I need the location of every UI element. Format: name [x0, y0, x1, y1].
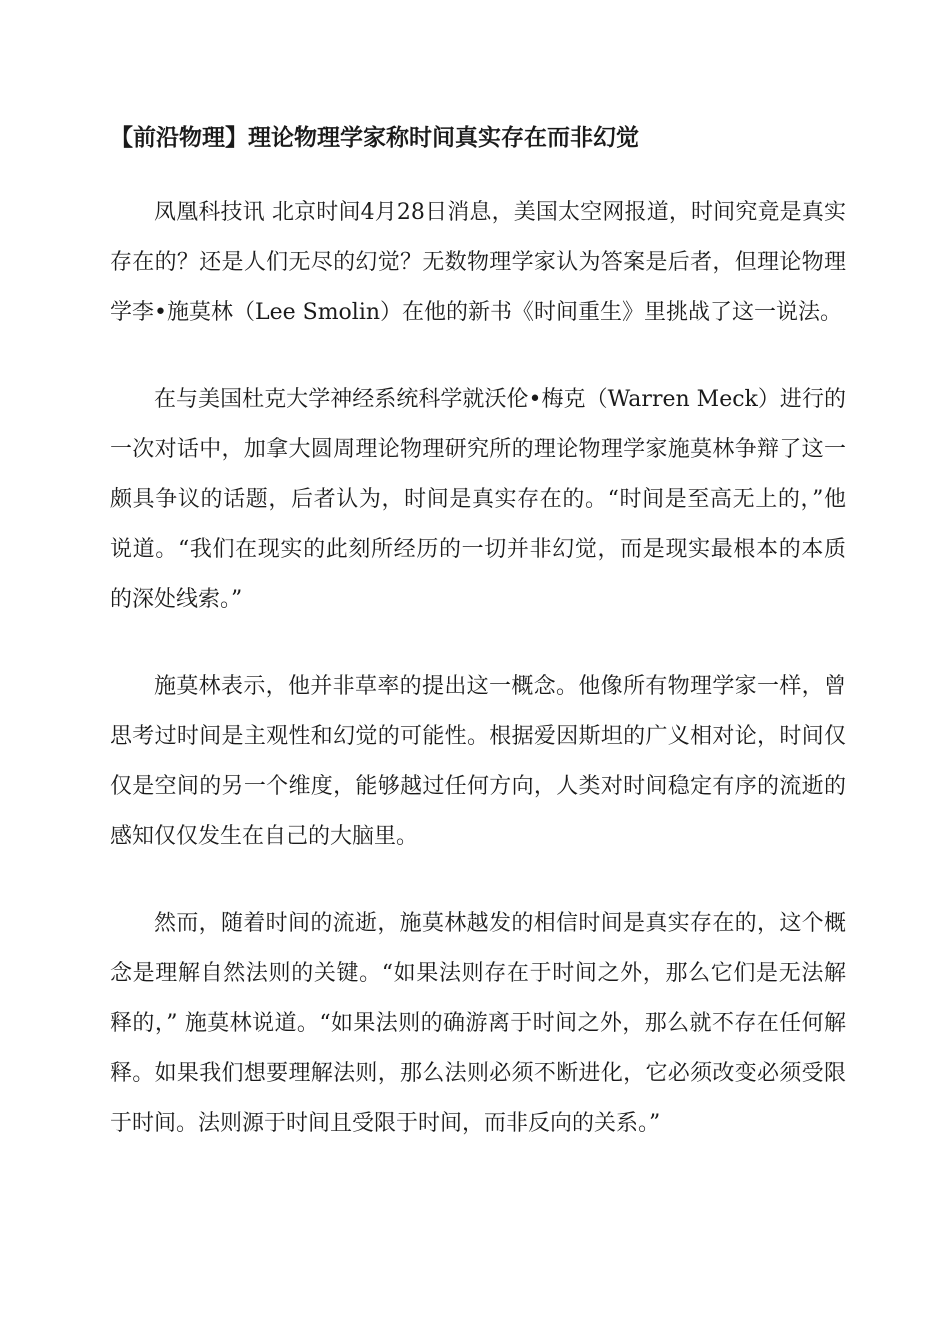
paragraph-1: 凤凰科技讯 北京时间4月28日消息，美国太空网报道，时间究竟是真实存在的？还是人们无尽的幻觉？无数物理学家认为答案是后者，但理论物理学李•施莫林（Lee Smolin）在他的新书《时间重生》里挑战了这一说法。 — [110, 200, 846, 325]
article-body — [110, 188, 846, 1186]
paragraph-4: 然而，随着时间的流逝，施莫林越发的相信时间是真实存在的，这个概念是理解自然法则的关键。“如果法则存在于时间之外，那么它们是无法解释的，” 施莫林说道。“如果法则的确游离于时间之外，那么就不存在任何解释。如果我们想要理解法则，那么法则必须不断进化，它必须改变必须受限于时间。法则源于时间且受限于时间，而非反向的关系。” — [110, 911, 846, 1136]
article-title: 【前沿物理】理论物理学家称时间真实存在而非幻觉 — [110, 125, 639, 151]
paragraph-2: 在与美国杜克大学神经系统科学就沃伦•梅克（Warren Meck）进行的一次对话中，加拿大圆周理论物理研究所的理论物理学家施莫林争辩了这一颇具争议的话题，后者认为，时间是真实存在的。“时间是至高无上的，”他说道。“我们在现实的此刻所经历的一切并非幻觉，而是现实最根本的本质的深处线索。” — [110, 387, 846, 612]
paragraph-3: 施莫林表示，他并非草率的提出这一概念。他像所有物理学家一样，曾思考过时间是主观性和幻觉的可能性。根据爱因斯坦的广义相对论，时间仅仅是空间的另一个维度，能够越过任何方向，人类对时间稳定有序的流逝的感知仅仅发生在自己的大脑里。 — [110, 674, 846, 849]
